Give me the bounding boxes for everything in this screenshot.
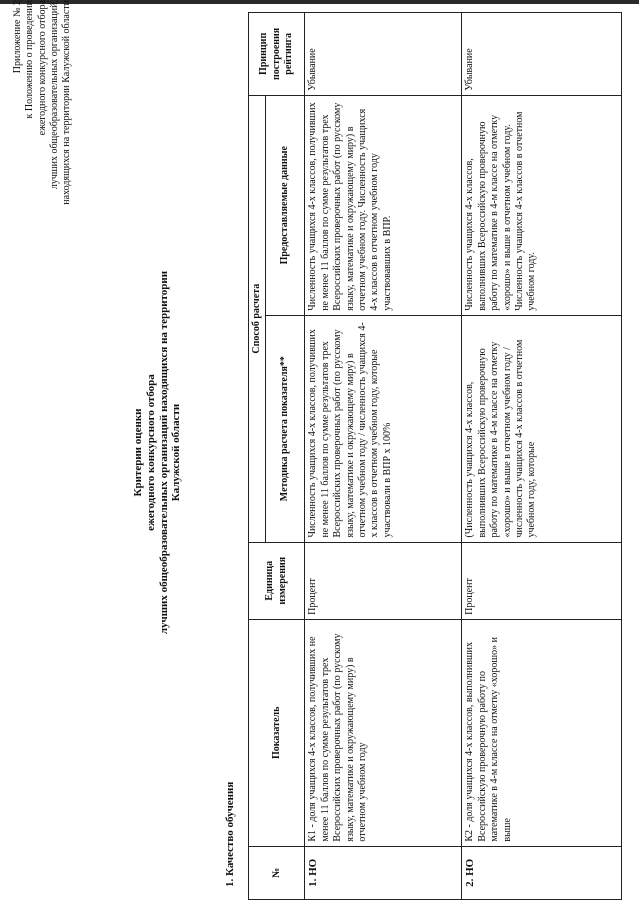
row-unit: Процент xyxy=(305,542,462,619)
row-data: Численность учащихся 4-х классов, получивших не менее 11 баллов по сумме результатов трех Всероссийских проверочных работ (по русскому языку, математике и окружающему миру) в отчетном учебном году. Численность учащихся 4-х классов в отчетном учебном году участвовавших в ВПР. xyxy=(305,95,462,315)
table-row xyxy=(462,13,622,900)
row-method: (Численность учащихся 4-х классов, выполнивших Всероссийскую проверочную работу по математике в 4-м классе на отметку «хорошо» и выше в отчетном учебном году / численность учащихся 4-х классов в отчетном учебном году, которые xyxy=(462,315,622,542)
header-num: № xyxy=(249,846,305,899)
document-title xyxy=(132,0,183,905)
appendix-line: лучших общеобразовательных организаций, xyxy=(48,0,60,190)
appendix-line: находящихся на территории Калужской области xyxy=(61,0,73,205)
row-indicator: К2 - доля учащихся 4-х классов, выполнивших Всероссийскую проверочную работу по математике в 4-м классе на отметку «хорошо» и выше xyxy=(462,619,622,846)
appendix-line: к Положению о проведении xyxy=(24,0,36,119)
title-line: Калужской области xyxy=(170,403,183,502)
criteria-table xyxy=(248,12,622,900)
row-method: Численность учащихся 4-х классов, получивших не менее 11 баллов по сумме результатов трех Всероссийских проверочных работ (по русскому языку, математике и окружающему миру) в отчетном учебном году / численность учащихся 4-х классов в отчетном учебном году, которые участвовали в ВПР х 100% xyxy=(305,315,462,542)
section-heading: 1. Качество обучения xyxy=(224,781,236,887)
header-data: Предоставляемые данные xyxy=(266,95,305,315)
row-unit: Процент xyxy=(462,542,622,619)
table-row xyxy=(305,13,462,900)
title-line: ежегодного конкурсного отбора xyxy=(144,374,157,531)
title-heading: Критерии оценки xyxy=(132,408,144,497)
row-number: 1. НО xyxy=(305,846,462,899)
row-data: Численность учащихся 4-х классов, выполнивших Всероссийскую проверочную работу по математике в 4-м классе на отметку «хорошо» и выше в отчетном учебном году. Численность учащихся 4-х классов в отчетном учебном году. xyxy=(462,95,622,315)
header-method-group: Способ расчета xyxy=(249,95,266,542)
row-principle: Убывание xyxy=(462,13,622,96)
appendix-line: ежегодного конкурсного отбора xyxy=(36,0,48,136)
appendix-note xyxy=(12,0,73,330)
row-indicator: К1 - доля учащихся 4-х классов, получивших не менее 11 баллов по сумме результатов трех Всероссийских проверочных работ (по русскому языку, математике и окружающему миру) в отчетном учебном году xyxy=(305,619,462,846)
header-unit: Единица измерения xyxy=(249,542,305,619)
row-principle: Убывание xyxy=(305,13,462,96)
row-number: 2. НО xyxy=(462,846,622,899)
header-method: Методика расчета показателя** xyxy=(266,315,305,542)
header-principle: Принцип построения рейтинга xyxy=(249,13,305,96)
header-indicator: Показатель xyxy=(249,619,305,846)
appendix-line: Приложение № 2 xyxy=(12,0,23,74)
title-line: лучших общеобразовательных организаций находящихся на территории xyxy=(157,270,170,635)
table-header-row xyxy=(249,13,266,900)
